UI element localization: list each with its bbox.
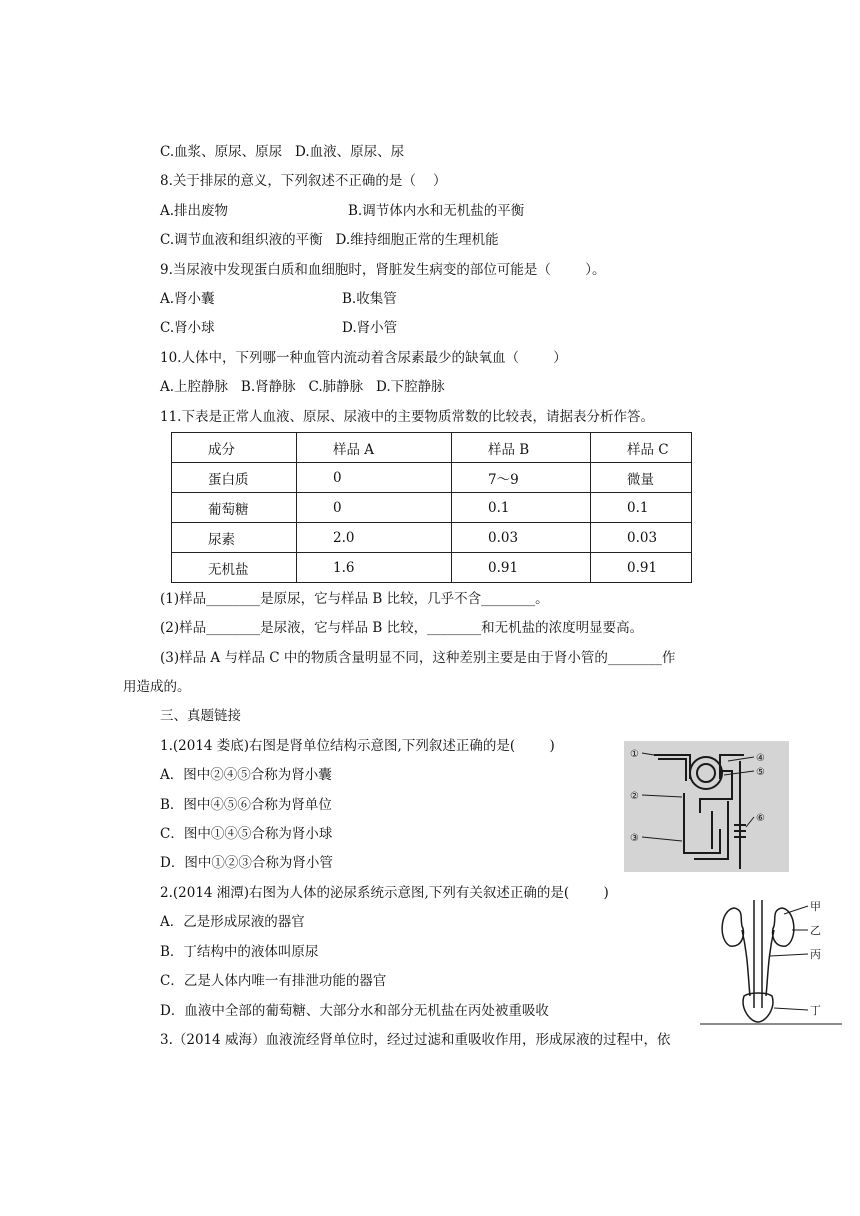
table-cell: 0	[297, 463, 452, 493]
diagram-label: ③	[630, 833, 639, 844]
table-row	[172, 493, 692, 523]
diagram-label: 甲	[810, 900, 821, 913]
q11-part2: (2)样品________是尿液，它与样品 B 比较，________和无机盐的浓度明显要高。	[160, 620, 644, 636]
nephron-diagram	[624, 741, 789, 872]
r1-option-b: B．图中④⑤⑥合称为肾单位	[160, 797, 332, 813]
q9-option-a: A.肾小囊	[160, 291, 215, 307]
table-cell: 1.6	[297, 553, 452, 583]
r3-stem: 3.（2014 威海）血液流经肾单位时，经过过滤和重吸收作用，形成尿液的过程中，依	[160, 1032, 671, 1048]
table-cell: 蛋白质	[172, 463, 297, 493]
table-cell: 2.0	[297, 523, 452, 553]
r2-option-b: B．丁结构中的液体叫原尿	[160, 944, 319, 960]
table-cell: 尿素	[172, 523, 297, 553]
diagram-label: ④	[756, 753, 765, 764]
table-cell: 葡萄糖	[172, 493, 297, 523]
r2-option-d: D．血液中全部的葡萄糖、大部分水和部分无机盐在丙处被重吸收	[160, 1003, 549, 1019]
q11-stem: 11.下表是正常人血液、原尿、尿液中的主要物质常数的比较表，请据表分析作答。	[160, 409, 654, 425]
r1-option-a: A．图中②④⑤合称为肾小囊	[160, 767, 332, 783]
table-cell: 样品 C	[591, 433, 692, 463]
q9-option-c: C.肾小球	[160, 320, 215, 336]
section-heading: 三、真题链接	[160, 708, 241, 724]
q8-option-a: A.排出废物	[160, 203, 229, 219]
table-row	[172, 433, 692, 463]
table-row	[172, 523, 692, 553]
diagram-label: 丁	[810, 1004, 821, 1017]
q8-option-b: B.调节体内水和无机盐的平衡	[348, 203, 525, 219]
q11-part3: (3)样品 A 与样品 C 中的物质含量明显不同，这种差别主要是由于肾小管的________作	[160, 650, 676, 666]
q10-stem: 10.人体中，下列哪一种血管内流动着含尿素最少的缺氧血（ ）	[160, 350, 567, 366]
table-cell: 0.91	[591, 553, 692, 583]
table-cell: 样品 A	[297, 433, 452, 463]
table-cell: 微量	[591, 463, 692, 493]
q11-part1: (1)样品________是原尿，它与样品 B 比较，几乎不含________。	[160, 591, 549, 607]
table-cell: 样品 B	[452, 433, 591, 463]
table-cell: 0.91	[452, 553, 591, 583]
substance-comparison-table	[171, 432, 692, 583]
r1-option-d: D．图中①②③合称为肾小管	[160, 855, 333, 871]
r2-option-a: A．乙是形成尿液的器官	[160, 914, 305, 930]
diagram-label: 乙	[810, 924, 821, 937]
table-cell: 7～9	[452, 463, 591, 493]
table-cell: 0	[297, 493, 452, 523]
diagram-label: ①	[630, 749, 639, 760]
table-cell: 无机盐	[172, 553, 297, 583]
table-cell: 0.1	[591, 493, 692, 523]
r2-stem: 2.(2014 湘潭)右图为人体的泌尿系统示意图,下列有关叙述正确的是( )	[160, 885, 609, 901]
q8-options-cd: C.调节血液和组织液的平衡 D.维持细胞正常的生理机能	[160, 232, 499, 248]
table-row	[172, 553, 692, 583]
q9-option-d: D.肾小管	[342, 320, 398, 336]
diagram-label: ⑤	[756, 767, 765, 778]
diagram-label: 丙	[810, 948, 821, 961]
diagram-label: ②	[630, 791, 639, 802]
table-cell: 成分	[172, 433, 297, 463]
q9-stem: 9.当尿液中发现蛋白质和血细胞时，肾脏发生病变的部位可能是（ ）。	[160, 262, 606, 278]
table-cell: 0.1	[452, 493, 591, 523]
q9-option-b: B.收集管	[342, 291, 397, 307]
r2-option-c: C．乙是人体内唯一有排泄功能的器官	[160, 973, 387, 989]
q7-options-cd: C.血浆、原尿、原尿 D.血液、原尿、尿	[160, 144, 405, 160]
diagram-label: ⑥	[756, 813, 765, 824]
table-cell: 0.03	[452, 523, 591, 553]
urinary-system-diagram	[700, 896, 842, 1026]
r1-option-c: C．图中①④⑤合称为肾小球	[160, 826, 333, 842]
r1-stem: 1.(2014 娄底)右图是肾单位结构示意图,下列叙述正确的是( )	[160, 738, 555, 754]
q11-part3-cont: 用造成的。	[123, 679, 191, 695]
q10-options: A.上腔静脉 B.肾静脉 C.肺静脉 D.下腔静脉	[160, 379, 445, 395]
table-cell: 0.03	[591, 523, 692, 553]
q8-stem: 8.关于排尿的意义，下列叙述不正确的是（ ）	[160, 173, 447, 189]
table-row	[172, 463, 692, 493]
